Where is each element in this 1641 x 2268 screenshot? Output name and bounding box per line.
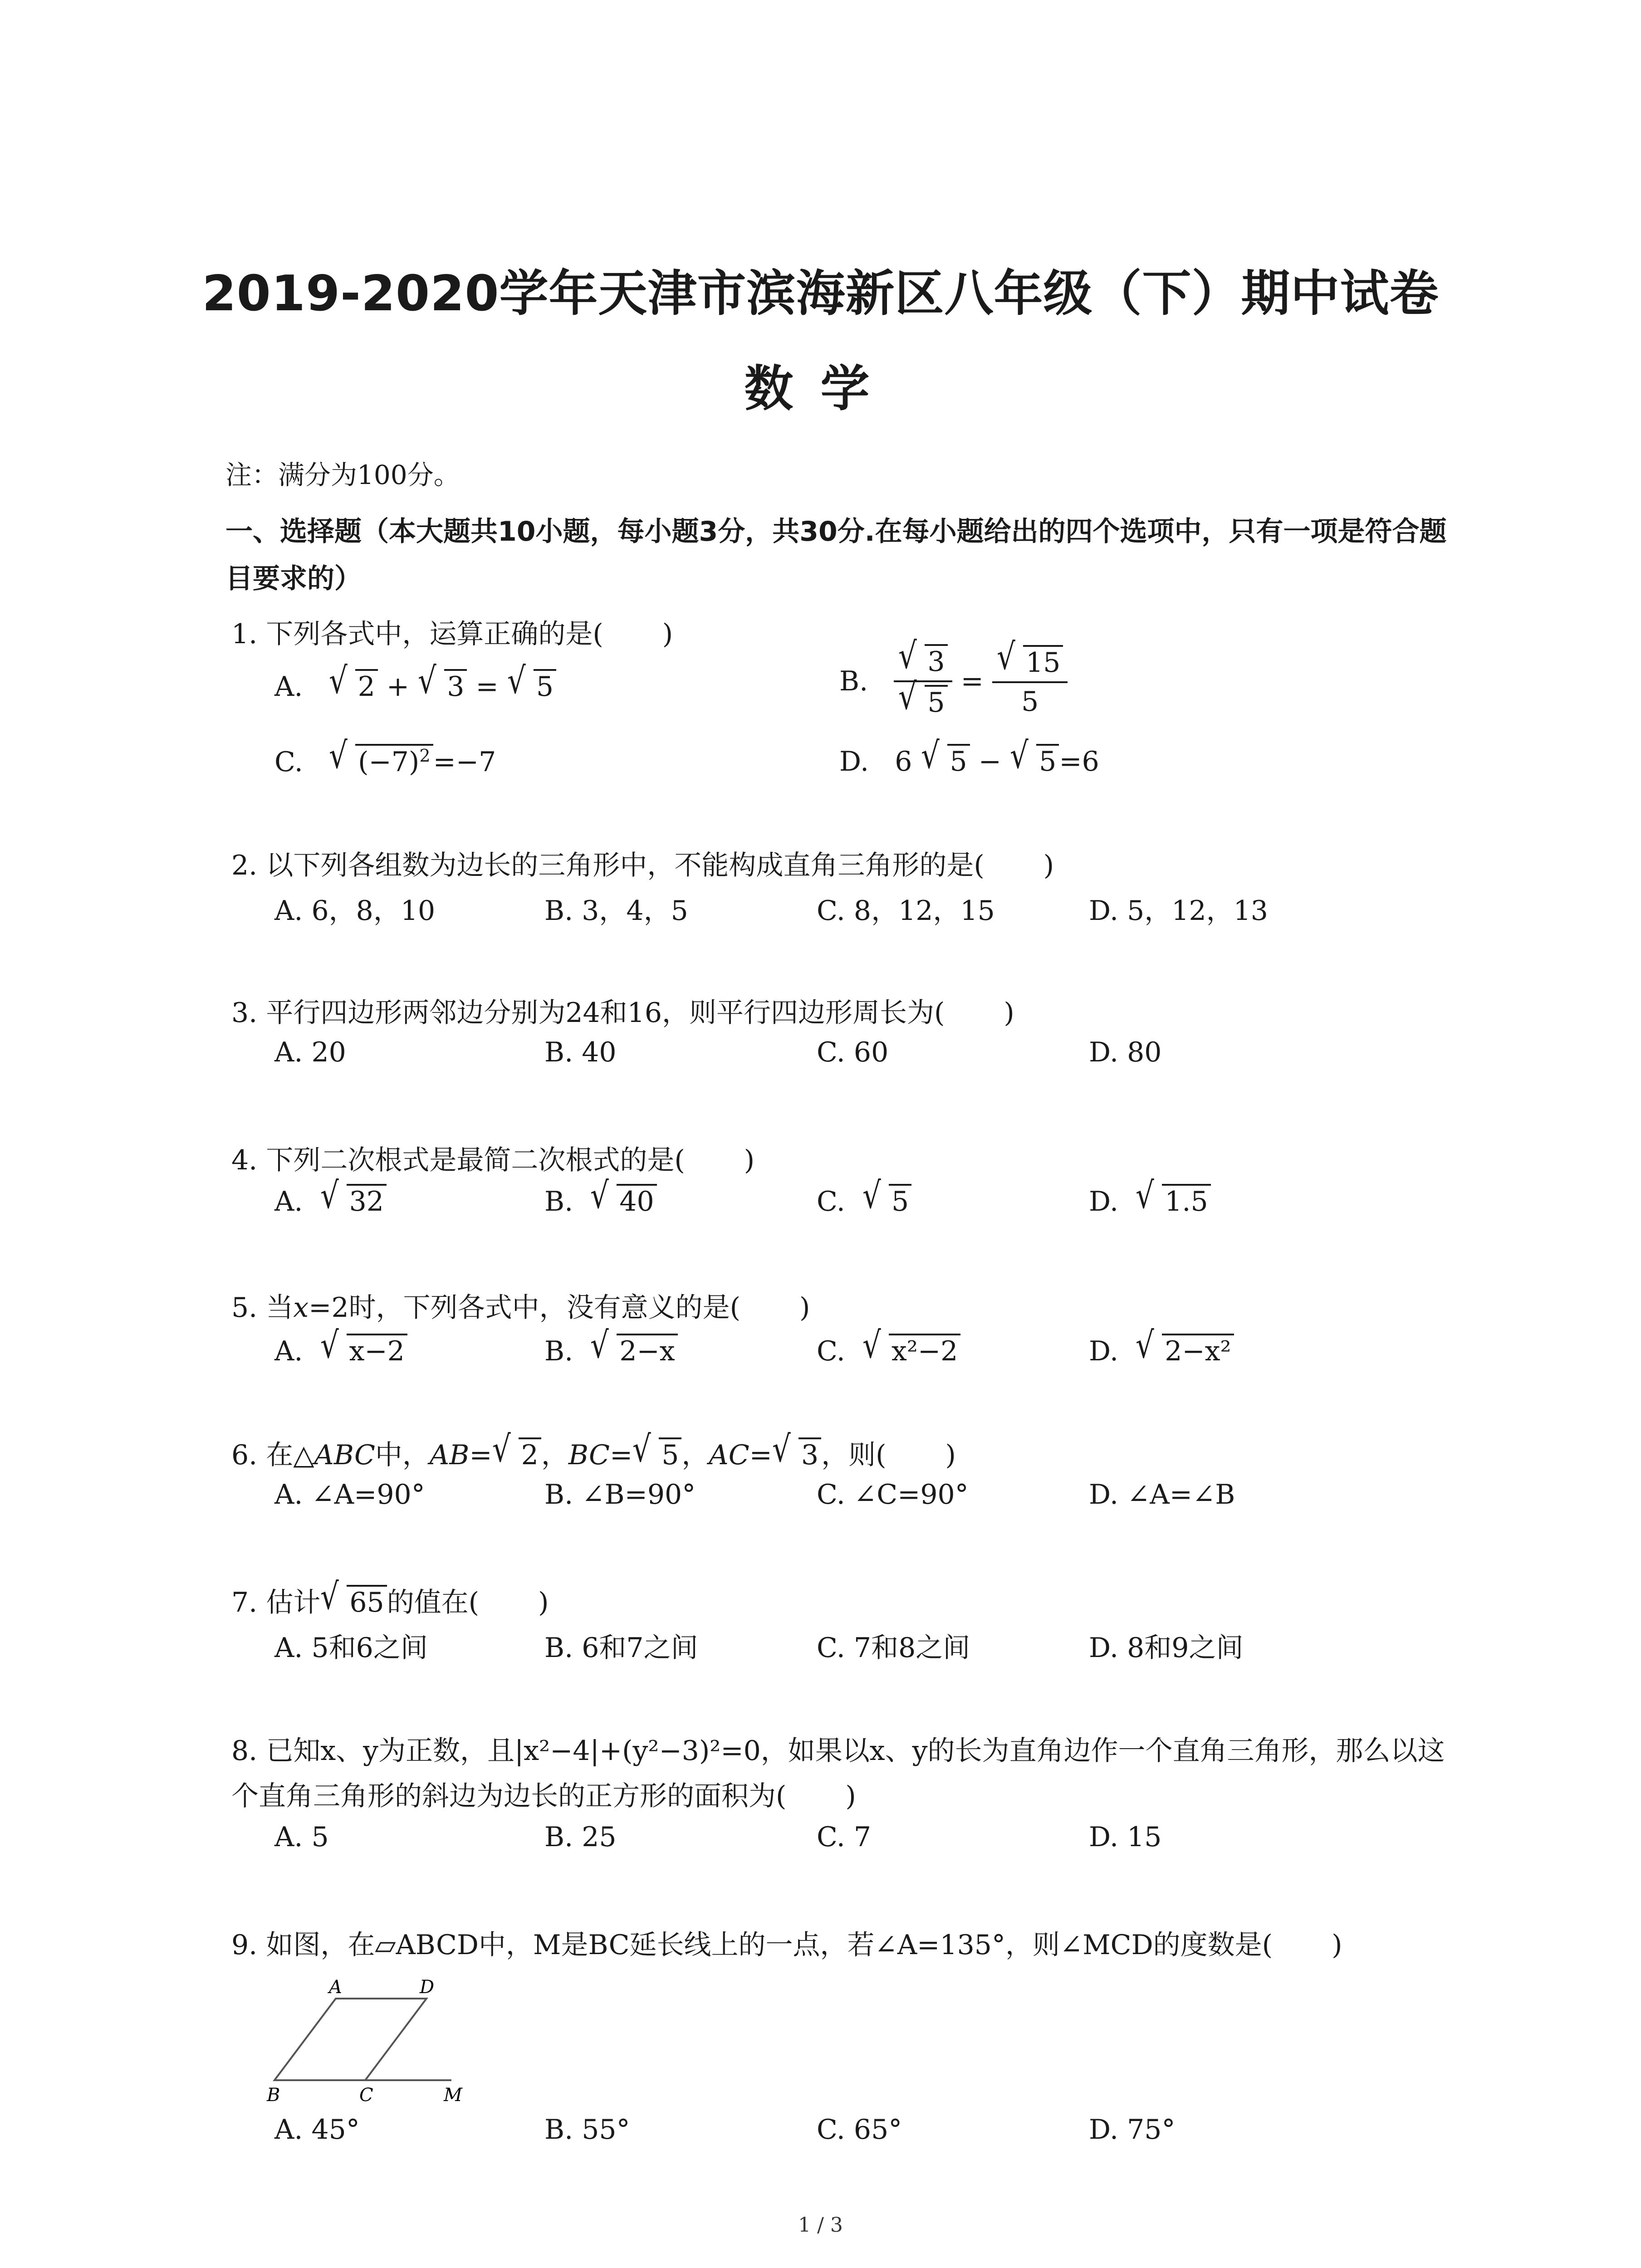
q1-option-b[interactable]: B. √ 3 √ 5 = √ 15 5 xyxy=(839,644,1068,719)
q2-option-a[interactable]: A. 6，8，10 xyxy=(274,895,436,927)
q8-option-b[interactable]: B. 25 xyxy=(544,1821,617,1853)
q4-option-b[interactable]: B. √ 40 xyxy=(544,1184,657,1217)
q3-option-a[interactable]: A. 20 xyxy=(274,1036,346,1068)
label-d: D xyxy=(420,1977,435,1998)
q5-option-b[interactable]: B. √ 2−x xyxy=(544,1334,678,1367)
q2-option-d[interactable]: D. 5，12，13 xyxy=(1089,895,1268,927)
question-8-stem: 8. 已知x、y为正数，且|x²−4|+(y²−3)²=0，如果以x、y的长为直角边作一个直角三角形，那么以这个直角三角形的斜边为边长的正方形的面积为( ) xyxy=(231,1735,1445,1812)
label-b: B xyxy=(267,2085,280,2106)
q9-option-b[interactable]: B. 55° xyxy=(544,2114,630,2146)
score-note: 注：满分为100分。 xyxy=(225,459,460,490)
q5-option-a[interactable]: A. √ x−2 xyxy=(274,1334,407,1367)
q5-option-d[interactable]: D. √ 2−x² xyxy=(1089,1334,1234,1367)
q2-option-b[interactable]: B. 3，4，5 xyxy=(544,895,688,927)
q8-option-a[interactable]: A. 5 xyxy=(274,1821,329,1853)
q9-option-c[interactable]: C. 65° xyxy=(817,2114,902,2146)
q9-option-d[interactable]: D. 75° xyxy=(1089,2114,1176,2146)
q8-option-c[interactable]: C. 7 xyxy=(817,1821,872,1853)
label-a: A xyxy=(329,1977,342,1998)
q4-option-c[interactable]: C. √ 5 xyxy=(817,1184,911,1217)
page-number: 1 / 3 xyxy=(798,2214,843,2237)
parallelogram-figure xyxy=(263,1973,481,2109)
fraction: √ 3 √ 5 xyxy=(894,644,952,719)
question-1-stem: 1. 下列各式中，运算正确的是( ) xyxy=(231,618,673,650)
label-c: C xyxy=(359,2085,373,2106)
q3-option-b[interactable]: B. 40 xyxy=(544,1036,617,1068)
q7-option-b[interactable]: B. 6和7之间 xyxy=(544,1632,698,1664)
q2-option-c[interactable]: C. 8，12，15 xyxy=(817,895,995,927)
q8-option-d[interactable]: D. 15 xyxy=(1089,1821,1162,1853)
exam-title: 2019-2020学年天津市滨海新区八年级（下）期中试卷 xyxy=(202,265,1439,322)
question-5-stem: 5. 当x=2时，下列各式中，没有意义的是( ) xyxy=(231,1292,810,1324)
q6-option-a[interactable]: A. ∠A=90° xyxy=(274,1479,425,1510)
parallelogram-abcd xyxy=(274,1999,426,2080)
question-7-stem: 7. 估计 √ 65 的值在( ) xyxy=(231,1575,549,1618)
q4-option-a[interactable]: A. √ 32 xyxy=(274,1184,387,1217)
q7-option-d[interactable]: D. 8和9之间 xyxy=(1089,1632,1244,1664)
question-4-stem: 4. 下列二次根式是最简二次根式的是( ) xyxy=(231,1144,755,1176)
question-3-stem: 3. 平行四边形两邻边分别为24和16，则平行四边形周长为( ) xyxy=(231,997,1014,1029)
q1-option-d[interactable]: D. 6 √ 5 − √ 5 =6 xyxy=(839,734,1099,777)
question-2-stem: 2. 以下列各组数为边长的三角形中，不能构成直角三角形的是( ) xyxy=(231,850,1054,881)
question-6-stem: 6. 在△ABC中，AB= √ 2 ，BC= √ 5 ，AC= √ 3 ，则( ) xyxy=(231,1428,956,1471)
q6-option-d[interactable]: D. ∠A=∠B xyxy=(1089,1479,1235,1510)
q5-option-c[interactable]: C. √ x²−2 xyxy=(817,1334,960,1367)
q4-option-d[interactable]: D. √ 1.5 xyxy=(1089,1184,1211,1217)
q1-option-c[interactable]: C. √ $(-7)^2 =-7$ xyxy=(274,734,496,778)
q3-option-c[interactable]: C. 60 xyxy=(817,1036,889,1068)
q9-option-a[interactable]: A. 45° xyxy=(274,2114,360,2146)
exam-subject: 数学 xyxy=(744,361,897,417)
q3-option-d[interactable]: D. 80 xyxy=(1089,1036,1162,1068)
q1-option-a[interactable]: A. √ 2 + √ 3 = √ 5 xyxy=(274,669,556,703)
question-9-stem: 9. 如图，在▱ABCD中，M是BC延长线上的一点，若∠A=135°，则∠MCD的度数是( ) xyxy=(231,1929,1342,1961)
label-m: M xyxy=(444,2085,462,2106)
section-heading: 一、选择题（本大题共10小题，每小题3分，共30分.在每小题给出的四个选项中，只有一项是符合题目要求的） xyxy=(225,516,1447,595)
fraction: √ 15 5 xyxy=(992,645,1068,718)
q6-option-c[interactable]: C. ∠C=90° xyxy=(817,1479,969,1510)
radical: √ 2 xyxy=(329,669,378,703)
q7-option-a[interactable]: A. 5和6之间 xyxy=(274,1632,428,1664)
q7-option-c[interactable]: C. 7和8之间 xyxy=(817,1632,970,1664)
q6-option-b[interactable]: B. ∠B=90° xyxy=(544,1479,696,1510)
